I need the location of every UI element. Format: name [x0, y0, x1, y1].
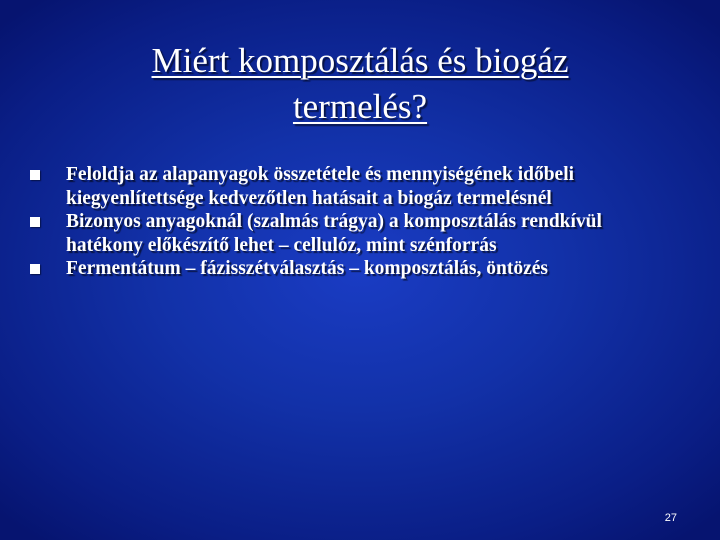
- bullet-item: [30, 163, 680, 210]
- bullet-item: [30, 257, 680, 281]
- square-bullet-icon: [30, 217, 40, 227]
- square-bullet-icon: [30, 264, 40, 274]
- square-bullet-icon: [30, 170, 40, 180]
- bullet-text: Fermentátum – fázisszétválasztás – komposztálás, öntözés: [66, 258, 548, 279]
- bullet-text: Bizonyos anyagoknál (szalmás trágya) a komposztálás rendkívül hatékony előkészítő lehet – cellulóz, mint szénforrás: [66, 211, 602, 256]
- bullet-list: [30, 163, 680, 281]
- slide-title-line-1: Miért komposztálás és biogáz: [151, 41, 569, 80]
- slide-title: [60, 38, 660, 130]
- slide-title-line-2: termelés?: [292, 87, 428, 126]
- bullet-item: [30, 210, 680, 257]
- bullet-text: Feloldja az alapanyagok összetétele és mennyiségének időbeli kiegyenlítettsége kedvezőtlen hatásait a biogáz termelésnél: [66, 164, 575, 209]
- page-number: 27: [664, 512, 677, 524]
